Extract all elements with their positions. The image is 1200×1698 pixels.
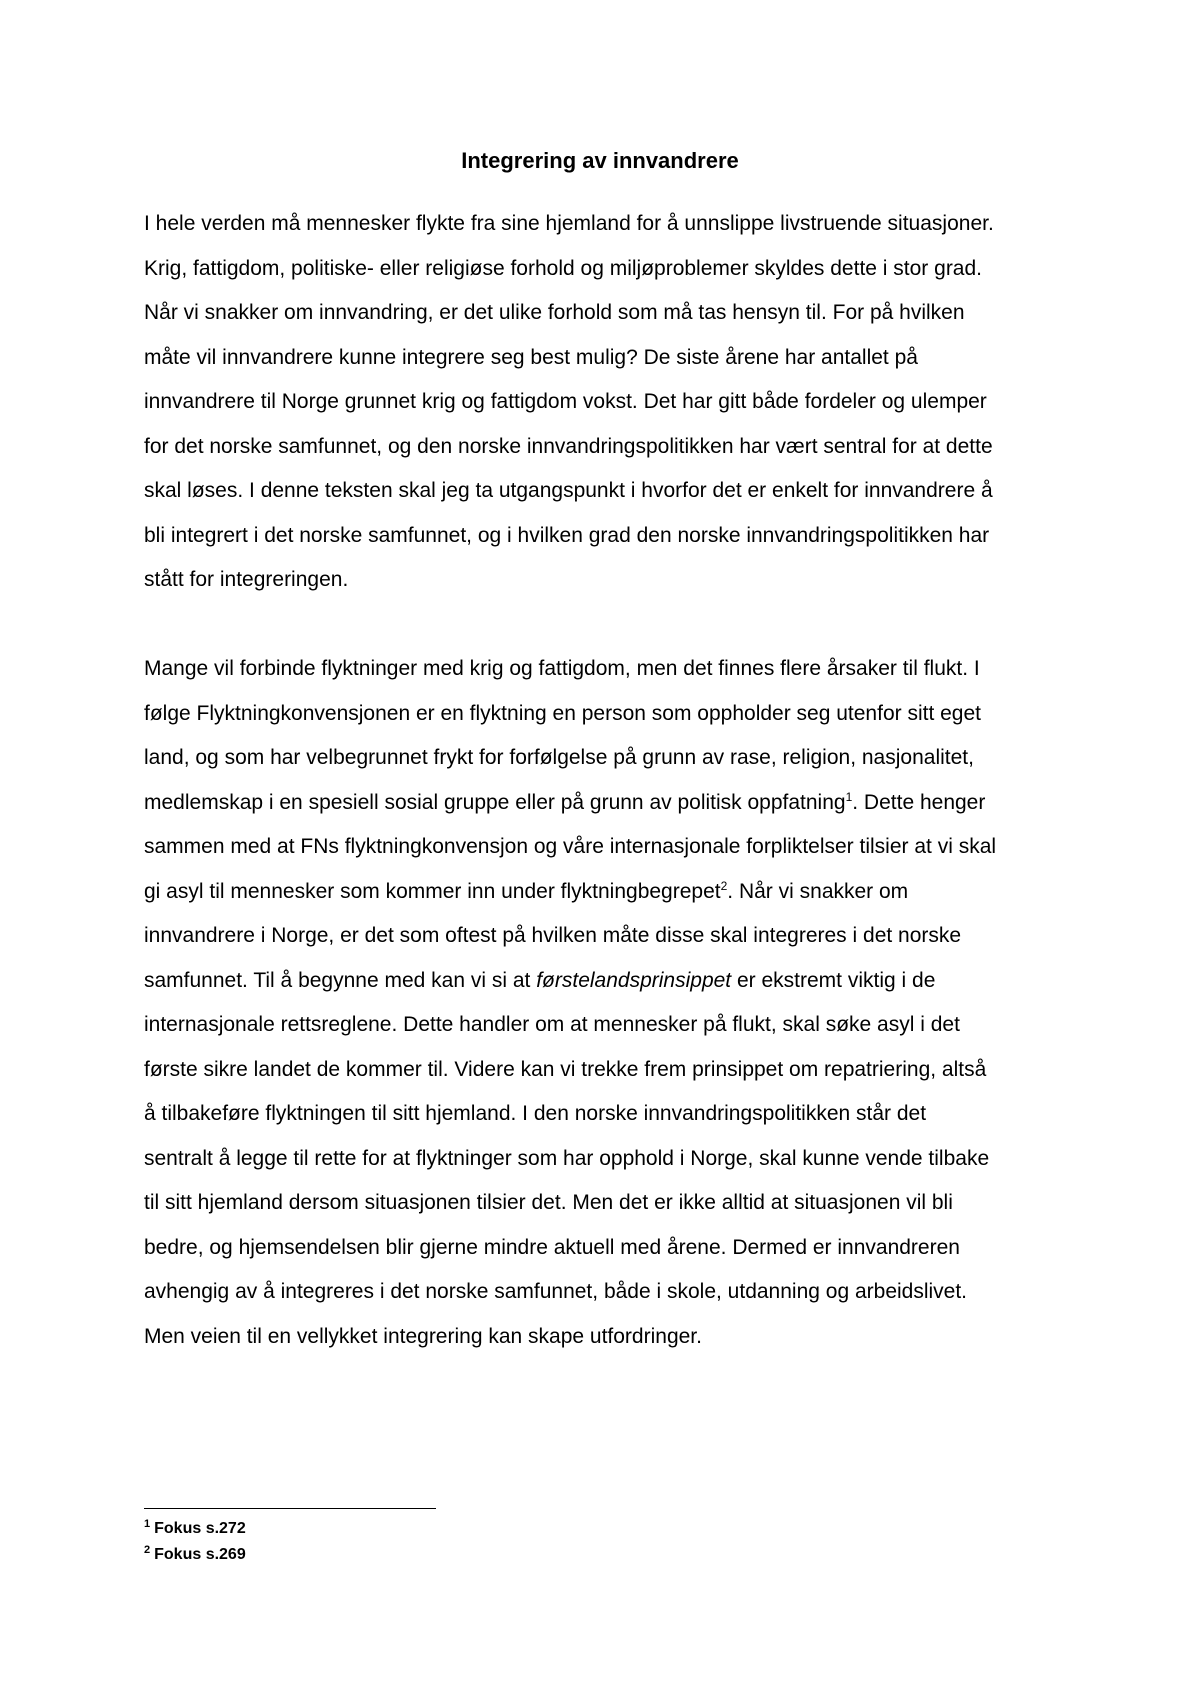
text-line: for det norske samfunnet, og den norske innvandringspolitikken har vært sentral for at dette: [144, 434, 993, 458]
text-line: skal løses. I denne teksten skal jeg ta utgangspunkt i hvorfor det er enkelt for innvandrere å: [144, 479, 993, 502]
text-line: I hele verden må mennesker flykte fra sine hjemland for å unnslippe livstruende situasjoner.: [144, 212, 994, 235]
text-line: å tilbakeføre flyktningen til sitt hjemland. I den norske innvandringspolitikken står det: [144, 1102, 927, 1125]
text-segment: . Dette henger: [852, 790, 986, 814]
text-line: Men veien til en vellykket integrering kan skape utfordringer.: [144, 1324, 702, 1348]
text-line: bli integrert i det norske samfunnet, og i hvilken grad den norske innvandringspolitikken har: [144, 523, 990, 547]
text-line: Når vi snakker om innvandring, er det ulike forhold som må tas hensyn til. For på hvilken: [144, 301, 965, 324]
footnote-2: [144, 1542, 246, 1568]
text-line: Mange vil forbinde flyktninger med krig og fattigdom, men det finnes flere årsaker til flukt. I: [144, 657, 980, 680]
text-line: sentralt å legge til rette for at flyktninger som har opphold i Norge, skal kunne vende tilbake: [144, 1146, 990, 1170]
text-segment: er ekstremt viktig i de: [731, 968, 936, 992]
text-line: følge Flyktningkonvensjonen er en flyktning en person som oppholder seg utenfor sitt eget: [144, 701, 981, 725]
text-segment: gi asyl til mennesker som kommer inn under flyktningbegrepet: [144, 879, 721, 903]
footnote-mark: 1: [144, 1517, 151, 1530]
footnote-reference-2[interactable]: 2: [720, 878, 728, 893]
footnote-1: [144, 1516, 246, 1542]
text-line: stått for integreringen.: [144, 568, 349, 591]
text-line: måte vil innvandrere kunne integrere seg best mulig? De siste årene har antallet på: [144, 345, 918, 369]
text-line: sammen med at FNs flyktningkonvensjon og våre internasjonale forpliktelser tilsier at vi skal: [144, 835, 997, 858]
text-line: Krig, fattigdom, politiske- eller religiøse forhold og miljøproblemer skyldes dette i stor grad.: [144, 256, 983, 280]
footnote-text: Fokus s.272: [154, 1520, 246, 1537]
footnote-separator: [144, 1508, 436, 1509]
text-line: [144, 870, 1074, 915]
paragraph-main: [144, 647, 1074, 1359]
text-line: [144, 781, 1074, 826]
footnote-reference-1[interactable]: 1: [845, 789, 853, 804]
footnotes: [144, 1516, 246, 1568]
footnote-mark: 2: [144, 1543, 151, 1556]
document-title: Integrering av innvandrere: [461, 148, 739, 173]
text-line: land, og som har velbegrunnet frykt for forfølgelse på grunn av rase, religion, nasjonalitet,: [144, 746, 974, 769]
paragraph-intro: [144, 202, 1074, 603]
text-segment: medlemskap i en spesiell sosial gruppe eller på grunn av politisk oppfatning: [144, 790, 846, 814]
footnote-text: Fokus s.269: [154, 1546, 246, 1563]
text-line: til sitt hjemland dersom situasjonen tilsier det. Men det er ikke alltid at situasjonen vil bli: [144, 1191, 953, 1214]
text-line: første sikre landet de kommer til. Videre kan vi trekke frem prinsippet om repatriering, altså: [144, 1057, 987, 1081]
italic-term: førstelandsprinsippet: [536, 968, 732, 992]
text-line: innvandrere til Norge grunnet krig og fattigdom vokst. Det har gitt både fordeler og ulemper: [144, 390, 987, 413]
text-line: internasjonale rettsreglene. Dette handler om at mennesker på flukt, skal søke asyl i det: [144, 1013, 960, 1036]
text-line: avhengig av å integreres i det norske samfunnet, både i skole, utdanning og arbeidslivet.: [144, 1280, 968, 1303]
text-line: bedre, og hjemsendelsen blir gjerne mindre aktuell med årene. Dermed er innvandreren: [144, 1235, 960, 1259]
text-line: innvandrere i Norge, er det som oftest på hvilken måte disse skal integreres i det norske: [144, 924, 962, 947]
text-segment: . Når vi snakker om: [727, 879, 909, 903]
text-line: [144, 959, 1074, 1004]
text-segment: samfunnet. Til å begynne med kan vi si at: [144, 968, 537, 992]
